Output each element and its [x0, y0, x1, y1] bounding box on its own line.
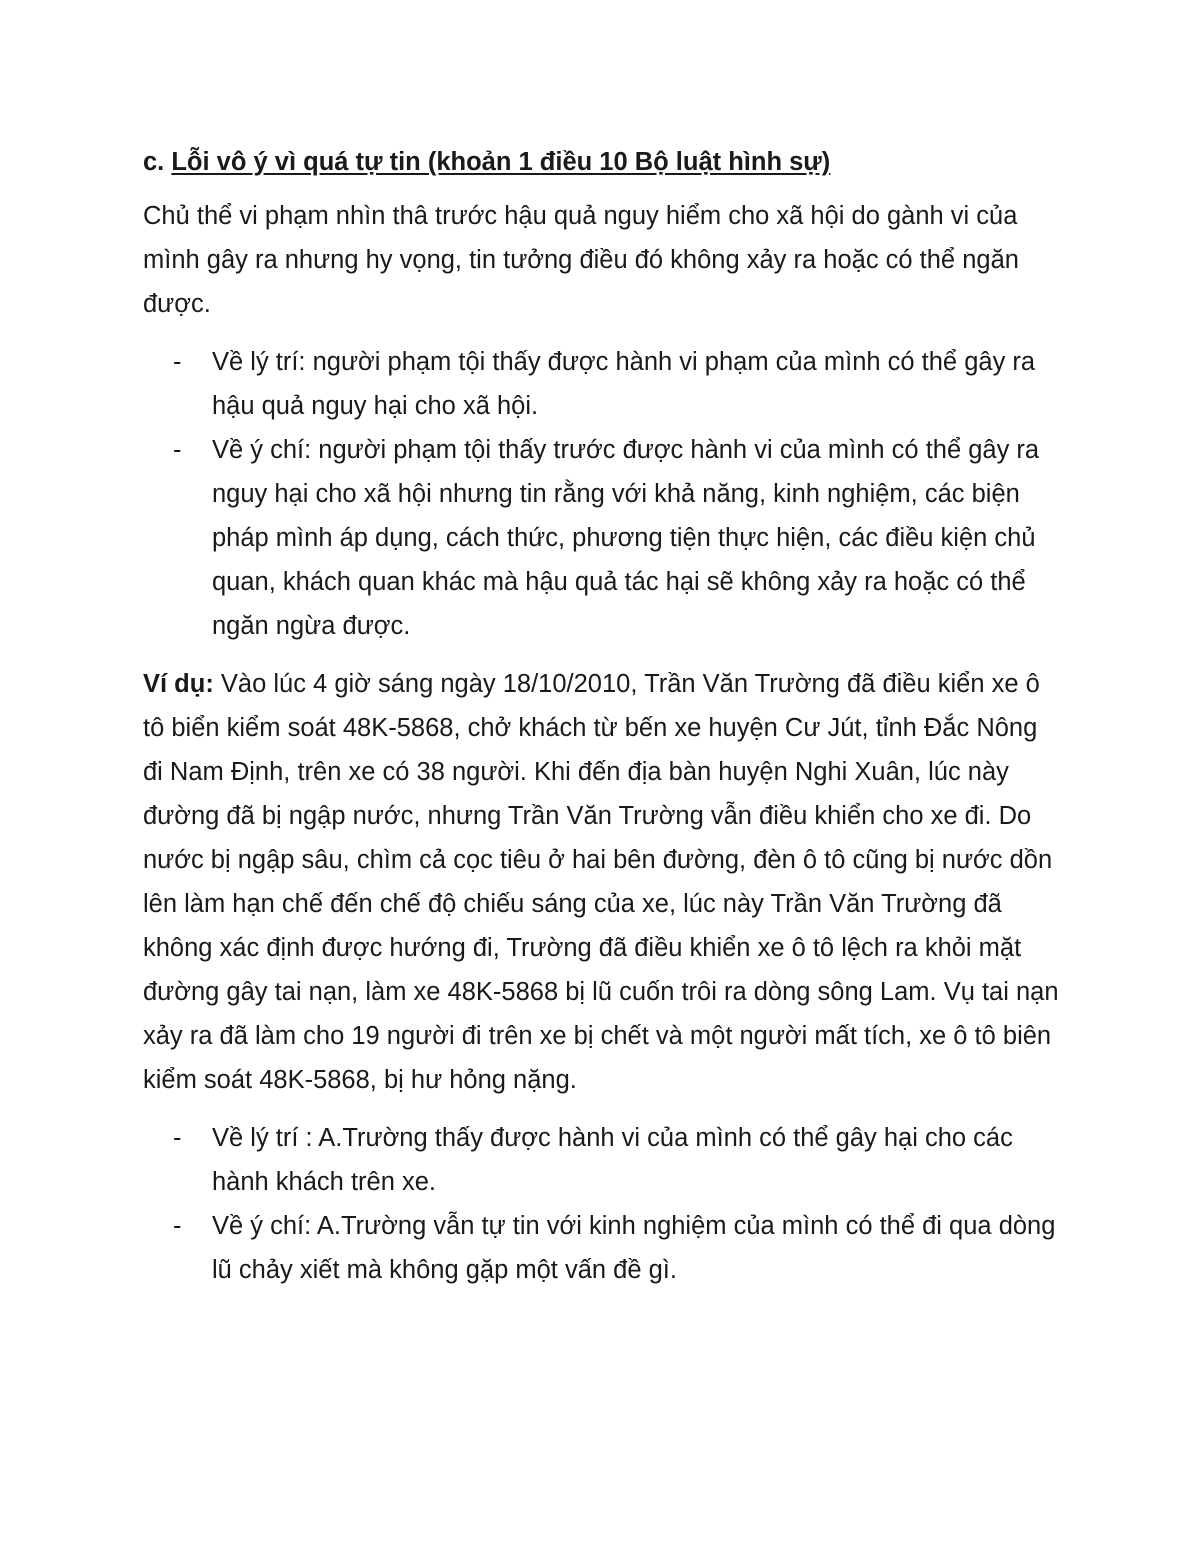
element-list-1	[143, 340, 1063, 648]
dash-bullet: -	[173, 1212, 182, 1240]
list-item-text: Về lý trí : A.Trường thấy được hành vi của mình có thể gây hại cho các hành khách trên xe.	[212, 1124, 1013, 1196]
list-item	[143, 340, 1063, 428]
example-paragraph	[143, 662, 1063, 1102]
example-label: Ví dụ:	[143, 670, 214, 698]
list-item-text: Về lý trí: người phạm tội thấy được hành vi phạm của mình có thể gây ra hậu quả nguy hại cho xã hội.	[212, 348, 1036, 420]
list-item	[143, 428, 1063, 648]
list-item-text: Về ý chí: người phạm tội thấy trước được hành vi của mình có thể gây ra nguy hại cho xã hội nhưng tin rằng với khả năng, kinh nghiệm, các biện pháp mình áp dụng, cách thức, phương tiện thực hiện, các điều kiện chủ quan, khách quan khác mà hậu quả tác hại sẽ không xảy ra hoặc có thể ngăn ngừa được.	[212, 436, 1040, 640]
dash-bullet: -	[173, 348, 182, 376]
intro-paragraph: Chủ thể vi phạm nhìn thâ trước hậu quả nguy hiểm cho xã hội do gành vi của mình gây ra nhưng hy vọng, tin tưởng điều đó không xảy ra hoặc có thể ngăn được.	[143, 202, 1019, 318]
element-list-2	[143, 1116, 1063, 1292]
section-heading	[143, 140, 1063, 184]
dash-bullet: -	[173, 1124, 182, 1152]
list-item-text: Về ý chí: A.Trường vẫn tự tin với kinh nghiệm của mình có thể đi qua dòng lũ chảy xiết mà không gặp một vấn đề gì.	[212, 1212, 1056, 1284]
example-text: Vào lúc 4 giờ sáng ngày 18/10/2010, Trần Văn Trường đã điều kiển xe ô tô biển kiểm soát 48K-5868, chở khách từ bến xe huyện Cư Jút, tỉnh Đắc Nông đi Nam Định, trên xe có 38 người. Khi đến địa bàn huyện Nghi Xuân, lúc này đường đã bị ngập nước, nhưng Trần Văn Trường vẫn điều khiển cho xe đi. Do nước bị ngập sâu, chìm cả cọc tiêu ở hai bên đường, đèn ô tô cũng bị nước dồn lên làm hạn chế đến chế độ chiếu sáng của xe, lúc này Trần Văn Trường đã không xác định được hướng đi, Trường đã điều khiển xe ô tô lệch ra khỏi mặt đường gây tai nạn, làm xe 48K-5868 bị lũ cuốn trôi ra dòng sông Lam. Vụ tai nạn xảy ra đã làm cho 19 người đi trên xe bị chết và một người mất tích, xe ô tô biên kiểm soát 48K-5868, bị hư hỏng nặng.	[143, 670, 1059, 1094]
heading-title: Lỗi vô ý vì quá tự tin (khoản 1 điều 10 Bộ luật hình sự)	[171, 148, 831, 176]
heading-prefix: c.	[143, 148, 172, 176]
list-item	[143, 1116, 1063, 1204]
dash-bullet: -	[173, 436, 182, 464]
list-item	[143, 1204, 1063, 1292]
document-page	[143, 140, 1063, 1306]
